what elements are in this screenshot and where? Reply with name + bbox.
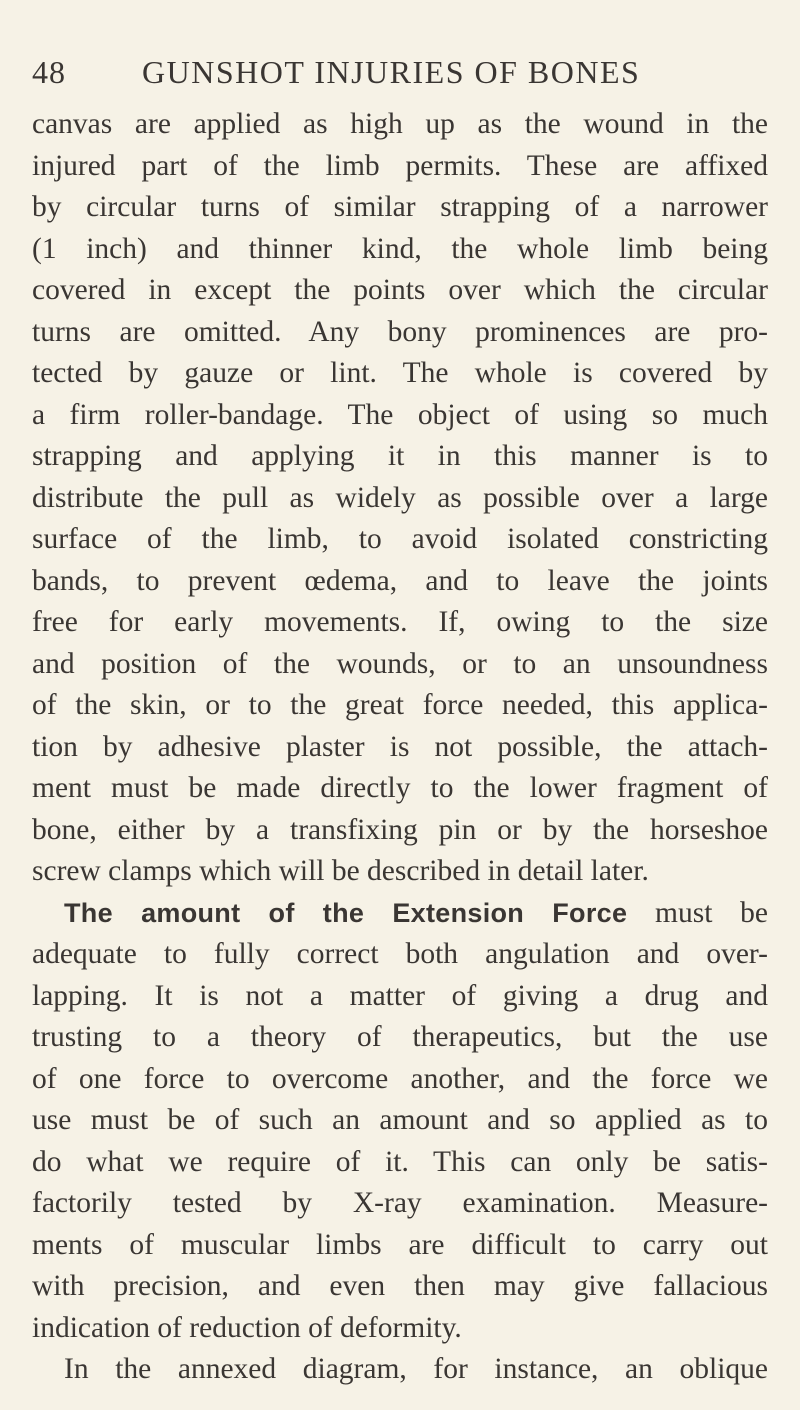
text-line: turns are omitted. Any bony prominences are pro-: [32, 315, 768, 348]
running-title: GUNSHOT INJURIES OF BONES: [142, 54, 641, 90]
text-line: distribute the pull as widely as possible over a large: [32, 481, 768, 514]
text-line: use must be of such an amount and so applied as to: [32, 1104, 768, 1136]
text-line: lapping. It is not a matter of giving a drug and: [32, 979, 768, 1012]
text-line: ment must be made directly to the lower fragment of: [32, 772, 768, 804]
text-line: tion by adhesive plaster is not possible, the attach-: [32, 730, 768, 763]
paragraph-heading-continuation: must be: [655, 896, 768, 929]
text-line: covered in except the points over which the circular: [32, 274, 768, 306]
paragraph-start-line: [32, 893, 768, 935]
text-line: with precision, and even then may give fallacious: [32, 1270, 768, 1302]
text-line: canvas are applied as high up as the wound in the: [32, 108, 768, 140]
paragraph-heading: The amount of the Extension Force: [64, 897, 628, 928]
text-line: indication of reduction of deformity.: [32, 1311, 462, 1344]
page-header: [32, 52, 772, 92]
paragraph-start-line: In the annexed diagram, for instance, an oblique: [64, 1353, 768, 1385]
body-text: [32, 104, 768, 1391]
text-line: of the skin, or to the great force needed, this applica-: [32, 689, 768, 721]
text-line: ments of muscular limbs are difficult to carry out: [32, 1228, 768, 1261]
text-line: of one force to overcome another, and the force we: [32, 1062, 768, 1095]
text-line: tected by gauze or lint. The whole is covered by: [32, 357, 768, 389]
text-line: strapping and applying it in this manner is to: [32, 440, 768, 472]
text-line: surface of the limb, to avoid isolated constricting: [32, 523, 768, 555]
text-line: do what we require of it. This can only be satis-: [32, 1145, 768, 1178]
text-line: screw clamps which will be described in detail later.: [32, 855, 649, 887]
text-line: bands, to prevent œdema, and to leave the joints: [32, 564, 768, 597]
text-line: adequate to fully correct both angulation and over-: [32, 938, 768, 970]
text-line: (1 inch) and thinner kind, the whole limb being: [32, 232, 768, 265]
text-line: by circular turns of similar strapping of a narrower: [32, 191, 768, 223]
text-line: factorily tested by X-ray examination. Measure-: [32, 1187, 768, 1219]
text-line: trusting to a theory of therapeutics, but the use: [32, 1021, 768, 1053]
text-line: free for early movements. If, owing to the size: [32, 606, 768, 638]
text-line: and position of the wounds, or to an unsoundness: [32, 647, 768, 680]
text-line: bone, either by a transfixing pin or by the horseshoe: [32, 813, 768, 846]
page-number: 48: [32, 54, 66, 90]
text-line: a firm roller-bandage. The object of using so much: [32, 398, 768, 431]
text-line: injured part of the limb permits. These are affixed: [32, 149, 768, 182]
